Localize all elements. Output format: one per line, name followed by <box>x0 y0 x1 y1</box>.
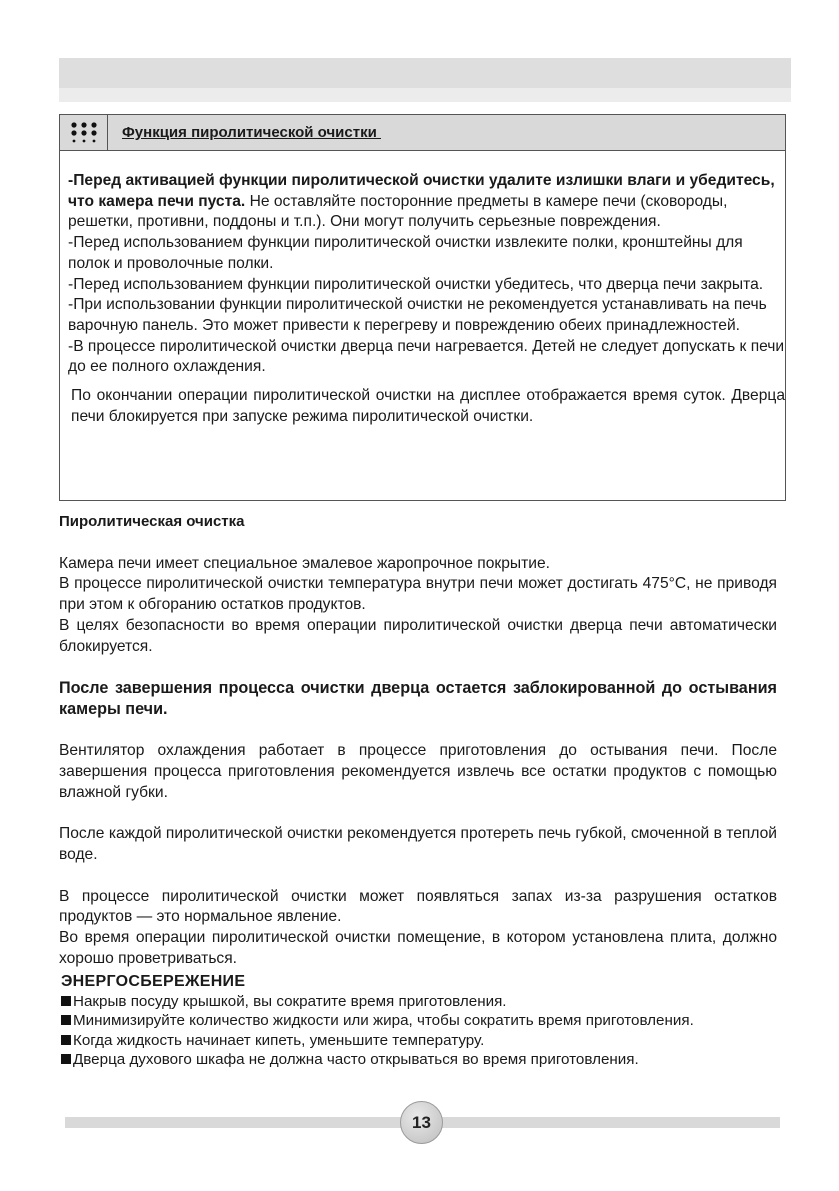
paragraph: Вентилятор охлаждения работает в процессе приготовления до остывания печи. После завершения процесса приготовления рекомендуется извлечь все остатки продуктов с помощью влажной губки. <box>59 742 777 801</box>
paragraph: Камера печи имеет специальное эмалевое жаропрочное покрытие. <box>59 554 550 572</box>
square-bullet-icon <box>61 996 71 1006</box>
energy-saving-section <box>61 972 761 1070</box>
notice-header <box>60 115 785 151</box>
header-bar-strip <box>59 88 791 102</box>
notice-paragraph: -При использовании функции пиролитической очистки не рекомендуется устанавливать на печь варочную панель. Это может привести к перегреву и повреждению обеих принадлежностей. <box>68 296 767 334</box>
notice-body <box>60 151 785 427</box>
notice-title: Функция пиролитической очистки <box>122 124 381 141</box>
pyro-section <box>59 512 777 970</box>
list-item: Минимизируйте количество жидкости или жира, чтобы сократить время приготовления. <box>61 1011 761 1031</box>
notice-p1-rest: Не оставляйте посторонние предметы в камере печи (сковороды, решетки, противни, поддоны и т.п.). Они могут получить серьезные повреждения. <box>68 192 728 231</box>
list-item: Накрыв посуду крышкой, вы сократите время приготовления. <box>61 992 761 1012</box>
paragraph: В процессе пиролитической очистки температура внутри печи может достигать 475°С, не приводя при этом к обгоранию остатков продуктов. <box>59 575 777 614</box>
square-bullet-icon <box>61 1054 71 1064</box>
paragraph: Во время операции пиролитической очистки помещение, в котором установлена плита, должно хорошо проветриваться. <box>59 929 777 967</box>
square-bullet-icon <box>61 1035 71 1045</box>
list-item: Дверца духового шкафа не должна часто открываться во время приготовления. <box>61 1050 761 1070</box>
dots-icon <box>60 115 108 150</box>
notice-paragraph <box>68 171 785 233</box>
header-bar <box>59 58 791 88</box>
section-heading: Пиролитическая очистка <box>59 513 245 530</box>
paragraph: В процессе пиролитической очистки может появляться запах из-за разрушения остатков продуктов — это нормальное явление. <box>59 887 777 926</box>
energy-title: ЭНЕРГОСБЕРЕЖЕНИЕ <box>61 973 246 990</box>
notice-bold-warning: -Перед активацией функции пиролитической очистки удалите излишки влаги и убедитесь, что камера печи пуста. <box>68 172 775 210</box>
page-number-badge: 13 <box>400 1101 443 1144</box>
list-item: Когда жидкость начинает кипеть, уменьшите температуру. <box>61 1031 761 1051</box>
notice-paragraph: -В процессе пиролитической очистки дверца печи нагревается. Детей не следует допускать к печи до ее полного охлаждения. <box>68 337 785 376</box>
paragraph: После каждой пиролитической очистки рекомендуется протереть печь губкой, смоченной в теплой воде. <box>59 825 777 864</box>
pyrolytic-notice-box <box>59 114 786 501</box>
notice-paragraph: По окончании операции пиролитической очистки на дисплее отображается время суток. Дверца печи блокируется при запуске режима пиролитической очистки. <box>71 387 785 425</box>
square-bullet-icon <box>61 1015 71 1025</box>
bold-notice: После завершения процесса очистки дверца остается заблокированной до остывания камеры печи. <box>59 679 777 719</box>
notice-paragraph: -Перед использованием функции пиролитической очистки извлеките полки, кронштейны для полок и проволочные полки. <box>68 234 743 272</box>
notice-paragraph: -Перед использованием функции пиролитической очистки убедитесь, что дверца печи закрыта. <box>68 275 764 293</box>
paragraph: В целях безопасности во время операции пиролитической очистки дверца печи автоматически блокируется. <box>59 616 777 655</box>
